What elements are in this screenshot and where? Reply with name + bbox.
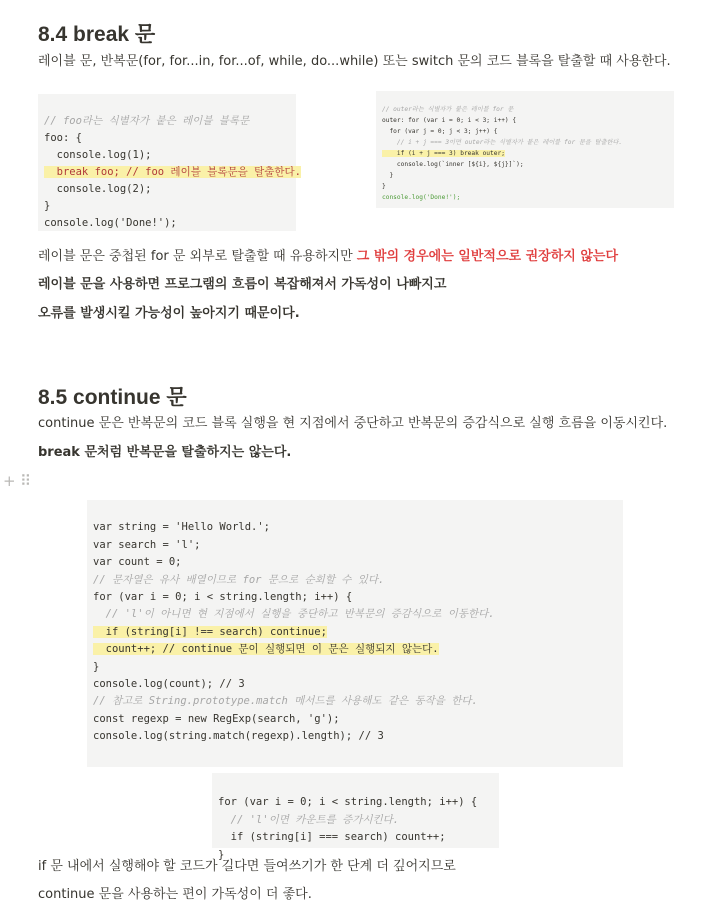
code-line: }: [382, 183, 386, 190]
drag-handle-icon[interactable]: ⠿: [20, 472, 31, 490]
label-warning-paragraph: [38, 247, 618, 267]
code-line: }: [218, 848, 225, 861]
code-line: var search = 'l';: [93, 538, 201, 551]
code-block-if-alternative: [212, 773, 499, 861]
code-line: for (var i = 0; i < string.length; i++) {: [93, 591, 353, 604]
code-line: var count = 0;: [93, 556, 182, 569]
label-warning-text: 레이블 문은 중첩된 for 문 외부로 탈출할 때 유용하지만: [38, 249, 357, 264]
code-line: // foo라는 식별자가 붙은 레이블 블록문: [44, 115, 250, 127]
code-line: foo: {: [44, 132, 82, 144]
code-line: for (var i = 0; i < string.length; i++) {: [218, 796, 478, 809]
code-line-highlight: count++; // continue 문이 실행되면 이 문은 실행되지 않는다.: [93, 643, 439, 656]
code-block-label-break: [38, 94, 301, 231]
code-line-highlight: if (i + j === 3) break outer;: [382, 150, 505, 157]
code-line: var string = 'Hello World.';: [93, 521, 271, 534]
break-intro-text: 레이블 문, 반복문(for, for...in, for...of, while, do...while) 또는 switch 문의 코드 블록을 탈출할 때 사용한다.: [38, 54, 671, 69]
code-line: // 문자열은 유사 배열이므로 for 문으로 순회할 수 있다.: [93, 573, 385, 586]
label-reason-line2: 오류를 발생시킬 가능성이 높아지기 때문이다.: [38, 306, 300, 321]
code-block-nested-for: [376, 91, 674, 208]
code-line: console.log(2);: [44, 183, 152, 195]
continue-conclusion-line1: if 문 내에서 실행해야 할 코드가 길다면 들여쓰기가 한 단계 더 깊어지므로: [38, 859, 456, 874]
label-reason-line1: 레이블 문을 사용하면 프로그램의 흐름이 복잡해져서 가독성이 나빠지고: [38, 277, 447, 292]
code-line: const regexp = new RegExp(search, 'g');: [93, 712, 340, 725]
code-line-highlight: break foo; // foo 레이블 블록문을 탈출한다.: [44, 166, 301, 178]
continue-intro-bold: break 문처럼 반복문을 탈출하지는 않는다.: [38, 445, 292, 460]
code-line: if (string[i] === search) count++;: [218, 831, 446, 844]
code-line: console.log('Done!');: [44, 217, 177, 229]
code-line: console.log(`inner [${i}, ${j}]`);: [382, 161, 524, 168]
code-line: }: [44, 200, 51, 212]
code-line: // 'l'이면 카운트를 증가시킨다.: [218, 813, 400, 826]
section-heading-break: 8.4 break 문: [38, 23, 156, 46]
code-line: // 'l'이 아니면 현 지점에서 실행을 중단하고 반복문의 증감식으로 이동한다.: [93, 608, 495, 621]
code-line: console.log(count); // 3: [93, 678, 245, 691]
code-line: // outer라는 식별자가 붙은 레이블 for 문: [382, 106, 514, 113]
label-warning-highlight: 그 밖의 경우에는 일반적으로 권장하지 않는다: [356, 249, 619, 264]
code-line: console.log(string.match(regexp).length); // 3: [93, 730, 384, 743]
add-block-icon[interactable]: +: [3, 472, 16, 490]
section-heading-continue: 8.5 continue 문: [38, 386, 187, 409]
code-line: }: [382, 172, 394, 179]
continue-conclusion-line2: continue 문을 사용하는 편이 가독성이 더 좋다.: [38, 887, 312, 902]
continue-intro-text: continue 문은 반복문의 코드 블록 실행을 현 지점에서 중단하고 반복문의 증감식으로 실행 흐름을 이동시킨다.: [38, 416, 668, 431]
code-block-continue: [87, 500, 623, 767]
code-line: }: [93, 660, 100, 673]
code-line-highlight: if (string[i] !== search) continue;: [93, 625, 327, 638]
code-line: for (var j = 0; j < 3; j++) {: [382, 128, 498, 135]
code-line: // 참고로 String.prototype.match 메서드를 사용해도 같은 동작을 한다.: [93, 695, 478, 708]
code-line: outer: for (var i = 0; i < 3; i++) {: [382, 117, 517, 124]
code-line: // i + j === 3이면 outer라는 식별자가 붙은 레이블 for 문을 탈출한다.: [382, 139, 623, 146]
code-line: console.log(1);: [44, 149, 152, 161]
code-line: console.log('Done!');: [382, 194, 461, 201]
